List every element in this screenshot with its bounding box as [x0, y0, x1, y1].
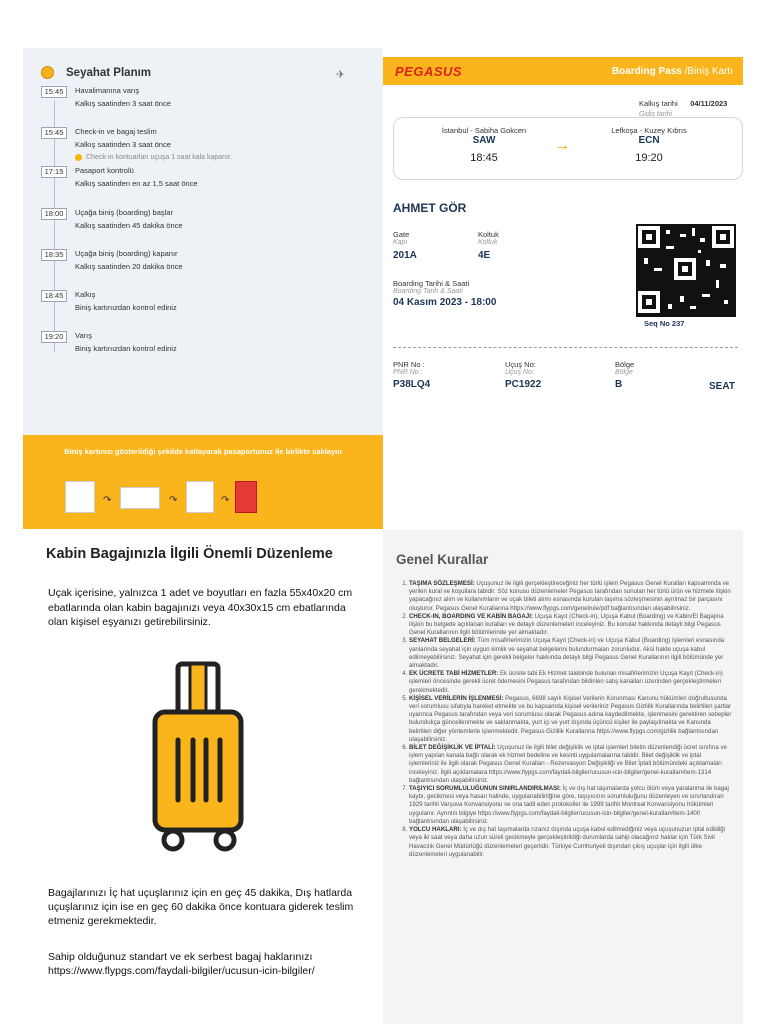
boarding-pass-title: Boarding Pass /Biniş Kartı — [611, 66, 733, 77]
timeline-step — [41, 166, 371, 198]
timeline-step — [41, 331, 371, 363]
rule-text: Ek ücrete tabi Ek Hizmet talebinde bulunan misafirlerimizin Uçuşa Kayıt (Check-in) işlemleri öncesinde gerekli ücret ödemesini Pegasus tarafından bildirilen satış kanalları üzerinden gerçekleştirmeleri gerekmektedir. — [409, 670, 723, 694]
rule-item — [409, 637, 732, 670]
tear-line — [393, 347, 738, 348]
warning-dot-icon — [75, 154, 82, 161]
boarding-pass-header — [383, 57, 743, 85]
boarding-pass: PEGASUS Boarding Pass /Biniş Kartı Kalkış tarihi 04/11/2023 Gidiş tarihi İstanbul - Sabiha Gokcen SAW 18:45 → Lefkoşa - Kuzey Kıbrıs ECN 19:20 AHMET GÖR Gate Kapı 201A Koltuk Koltuk 4E Boarding Tarihi & Saati Boarding Tarih & Saati 04 Kasım 2023 - 18:00 Seq No 237 PNR No : PNR No : P38LQ4 Uçuş No: Uçuş No: PC1922 Bölge Bölge B SEAT — [383, 57, 743, 407]
departure-time: 18:45 — [470, 152, 498, 164]
rule-heading: SEYAHAT BELGELERİ: — [409, 637, 476, 645]
sequence-number: Seq No 237 — [644, 319, 685, 328]
general-rules-list — [397, 580, 732, 859]
general-rules-section — [383, 530, 743, 1024]
step-title: Pasaport kontrolü — [75, 166, 134, 175]
step-title: Uçağa biniş (boarding) başlar — [75, 208, 173, 217]
rule-heading: YOLCU HAKLARI: — [409, 826, 462, 834]
alarm-clock-icon — [41, 66, 54, 79]
timeline-step — [41, 208, 371, 240]
curved-arrow-icon: ↷ — [103, 495, 112, 506]
step-title: Kalkış — [75, 290, 96, 299]
rule-text: Pegasus, 6698 sayılı Kişisel Verilerin Korunması Kanunu hükümleri doğrultusunda veri sorumlusu sıfatıyla hareket etmekte ve bu kapsamda kişisel verileriniz Pegasus Gizlilik Kurallarında belirtilen şartlar uyarınca Pegasus tarafından veya veri sorumlusu olarak Pegasus adına kaydedilmekte, işlenmesini gerektiren sebepler bulundukça güncellenmekte ve saklanmakta, yurt içi ve yurt dışında üçüncü kişiler ile paylaşılmakta ve Kanunda belirtilen diğer yöntemlerle işlenmektedir. Pegasus Gizlilik Kurallarına https://www.flypgs.com/gizlilik bağlantısından ulaşabilirsiniz. — [409, 694, 732, 743]
pegasus-logo: PEGASUS — [395, 64, 463, 79]
step-detail: Biniş kartınızdan kontrol ediniz — [75, 344, 177, 353]
cabin-baggage-title: Kabin Bagajınızla İlgili Önemli Düzenleme — [46, 546, 333, 562]
boarding-pass-open-icon — [120, 487, 160, 509]
timeline-step — [41, 290, 371, 322]
step-title: Uçağa biniş (boarding) kapanır — [75, 249, 178, 258]
suitcase-icon — [143, 660, 253, 855]
departure-date-block: Kalkış tarihi 04/11/2023 Gidiş tarihi — [639, 99, 728, 118]
pnr-value: P38LQ4 — [393, 379, 431, 390]
step-time: 18:00 — [41, 208, 67, 220]
baggage-rights-text: Sahip olduğunuz standart ve ek serbest bagaj haklarınızı https://www.flypgs.com/faydali-bilgiler/ucusun-icin-bilgiler/ — [48, 950, 378, 978]
step-time: 15:45 — [41, 127, 67, 139]
step-detail: Biniş kartınızdan kontrol ediniz — [75, 303, 177, 312]
route-arrow-icon: → — [554, 137, 570, 154]
zone-value: B — [615, 379, 623, 390]
route-box — [393, 117, 743, 180]
origin-city: İstanbul - Sabiha Gokcen — [441, 126, 527, 135]
destination-code: ECN — [638, 135, 660, 146]
step-title: Check-in ve bagaj teslim — [75, 127, 157, 136]
timeline-step — [41, 127, 371, 159]
baggage-rights-link[interactable]: https://www.flypgs.com/faydali-bilgiler/ucusun-icin-bilgiler/ — [48, 965, 315, 977]
rule-text: Tüm misafirlerimizin Uçuşa Kayıt (Check-in) ve Uçuşa Kabul (Boarding) işlemleri esnasında yanlarında seyahat için uygun kimlik ve seyahat belgelerini bulundurmaları zorunludur. Aksi halde uçuşa kabul edilmeyebilirsiniz. Seyahat için gerekli belgeler hakkında detaylı bilgi Pegasus Genel Kurallarının ilgili bölümünde yer almaktadır. — [409, 637, 725, 670]
step-time: 15:45 — [41, 86, 67, 98]
step-time: 18:45 — [41, 290, 67, 302]
step-time: 19:20 — [41, 331, 67, 343]
step-detail: Kalkış saatinden 3 saat önce — [75, 99, 171, 108]
travel-plan-title: Seyahat Planım — [66, 67, 152, 79]
rule-item — [409, 695, 732, 744]
rule-item — [409, 613, 732, 638]
rule-text: İç ve dış hat taşımalarda rızanız dışında uçuşa kabul edilmediğiniz veya uçuşunuzun iptal edildiği veya iki saat veya daha uzun süreli gecikmeyle gerçekleştirildiği durumlarda sahip olacağınız haklar için Türk Sivil Havacılık Genel Müdürlüğü düzenlemeleri geçerlidir. Türkiye Cumhuriyeti dışından çıkış uçuşlar için ilgili ülke düzenlemeleri uygulanabilir. — [409, 826, 726, 858]
cabin-baggage-section — [23, 530, 383, 1024]
rule-text: İç ve dış hat taşımalarda yolcu ölüm veya yaralanma ile bagaj kaybı, gecikmesi veya hasarı halinde, uygulanabilirliğine göre, taşıyıcının sorumluluğunu düzenleyen ve sınırlandıran 1929 tarihli Varşova Konvansiyonu ve ona tadil eden protokoller ile 1999 tarihli Montreal Konvansiyonu hükümleri uygulanır. Ayrıntılı bilgiye https://www.flypgs.com/faydali-bilgiler/ucusun-icin-bilgiler/genel-kurallar#item-1400 bağlantısından ulaşabilirsiniz. — [409, 785, 729, 825]
seat-value: 4E — [478, 250, 491, 261]
rule-item — [409, 744, 732, 785]
step-time: 17:15 — [41, 166, 67, 178]
curved-arrow-icon: ↷ — [221, 495, 230, 506]
rule-text: Uçuşunuz ile ilgili gerçekleştireceğiniz her türlü işlem Pegasus Genel Kuralları kapsamında ve yerilen kural ve koşullara tabidir. Söz konusu düzenlemeler Pegasus tarafından sunulan her türlü ürün ve hizmete ilişkin yapacağınız alım ve kullanımların ve uçak bileti alımı esnasında kurulan taşıma sözleşmesinin ayrılmaz bir parçasını oluşturur. Pegasus Genel Kurallarına https://www.flypgs.com/genelrule/pdf bağlantısından ulaşabilirsiniz. — [409, 580, 731, 612]
curved-arrow-icon: ↷ — [169, 495, 178, 506]
rule-text: Uçuşunuz ile ilgili bilet değişiklik ve iptal işlemleri biletin düzenlendiği ücret sınıfına ve işlem yapılan kanala bağlı olarak ek hizmet bedeline ve kesinti uygulamalarına tabidir. Bilet değişiklik ve iptal işlemleriniz ile ilgili olarak Pegasus Genel Kuralları - Rezervasyon Değişikliği ve Bilet İptali bölümündeki açıklamaları inceleyiniz. İlgili açıklamalara https://www.flypgs.com/faydali-bilgiler/ucusun-icin-bilgiler/genel-kurallar#item-1314 bağlantısından ulaşabilirsiniz. — [409, 744, 727, 784]
rule-item — [409, 826, 732, 859]
step-detail: Kalkış saatinden 20 dakika önce — [75, 262, 183, 271]
gate-value: 201A — [393, 250, 417, 261]
travel-plan-panel — [23, 48, 383, 435]
airplane-icon: ✈ — [336, 69, 346, 81]
step-note: Check-in kontuarları uçuşa 1 saat kala kapanır. — [86, 154, 232, 161]
seat-word: SEAT — [709, 381, 735, 392]
rule-item — [409, 785, 732, 826]
rule-heading: EK ÜCRETE TABİ HİZMETLER: — [409, 670, 499, 678]
rule-heading: CHECK-IN, BOARDING VE KABİN BAGAJI: — [409, 612, 533, 620]
passenger-name: AHMET GÖR — [393, 201, 467, 215]
rule-heading: BİLET DEĞİŞİKLİK VE İPTALİ: — [409, 744, 496, 752]
fold-instructions-banner — [23, 435, 383, 529]
arrival-time: 19:20 — [635, 152, 663, 164]
rule-item — [409, 580, 732, 613]
timeline-step — [41, 249, 371, 281]
rule-text: Uçuşa Kayıt (Check-in), Uçuşa Kabul (Boarding) ve Kabin/El Bagajına ilişkin bu belgede açıklanan kuralları ve detaylı düzenlemeleri inceleyiniz. Bu konular hakkında detaylı bilgi Pegasus Genel Kurallarının ilgili bölümlerinde yer almaktadır. — [409, 612, 724, 637]
general-rules-title: Genel Kurallar — [396, 552, 489, 567]
step-time: 18:35 — [41, 249, 67, 261]
step-title: Havalimanına varış — [75, 86, 140, 95]
step-detail: Kalkış saatinden 3 saat önce — [75, 140, 171, 149]
boarding-pass-half-icon — [186, 481, 214, 513]
boarding-datetime: 04 Kasım 2023 - 18:00 — [393, 297, 497, 308]
rule-heading: TAŞIMA SÖZLEŞMESİ: — [409, 580, 475, 587]
boarding-pass-folded-icon — [65, 481, 95, 513]
baggage-deadline-text: Bagajlarınızı İç hat uçuşlarınız için en geç 45 dakika, Dış hatlarda uçuşlarınız için ise en geç 60 dakika önce kontuara giderek teslim etmeniz gerekmektedir. — [48, 887, 354, 927]
step-detail: Kalkış saatinden en az 1,5 saat önce — [75, 179, 198, 188]
passport-icon — [235, 481, 257, 513]
fold-instructions-text: Biniş kartınızı gösterildiği şekilde katlayarak pasaportunuz ile birlikte saklayın — [64, 447, 342, 456]
timeline-step — [41, 86, 371, 118]
rule-heading: KİŞİSEL VERİLERİN İŞLENMESİ: — [409, 694, 504, 702]
rule-heading: TAŞIYICI SORUMLULUĞUNUN SINIRLANDIRILMASI: — [409, 785, 561, 793]
rule-item — [409, 670, 732, 695]
step-title: Varış — [75, 331, 92, 340]
qr-code — [636, 224, 736, 317]
cabin-baggage-text: Uçak içerisine, yalnızca 1 adet ve boyutları en fazla 55x40x20 cm ebatlarında olan kabin bagajınızı veya 40x30x15 cm ebatlarında olan kişisel eşyanızı getirebilirsiniz. — [48, 587, 353, 628]
destination-city: Lefkoşa - Kuzey Kıbrıs — [611, 126, 687, 135]
departure-date: 04/11/2023 — [690, 99, 728, 108]
origin-code: SAW — [472, 135, 496, 146]
flight-number: PC1922 — [505, 379, 542, 390]
step-detail: Kalkış saatinden 45 dakika önce — [75, 221, 183, 230]
